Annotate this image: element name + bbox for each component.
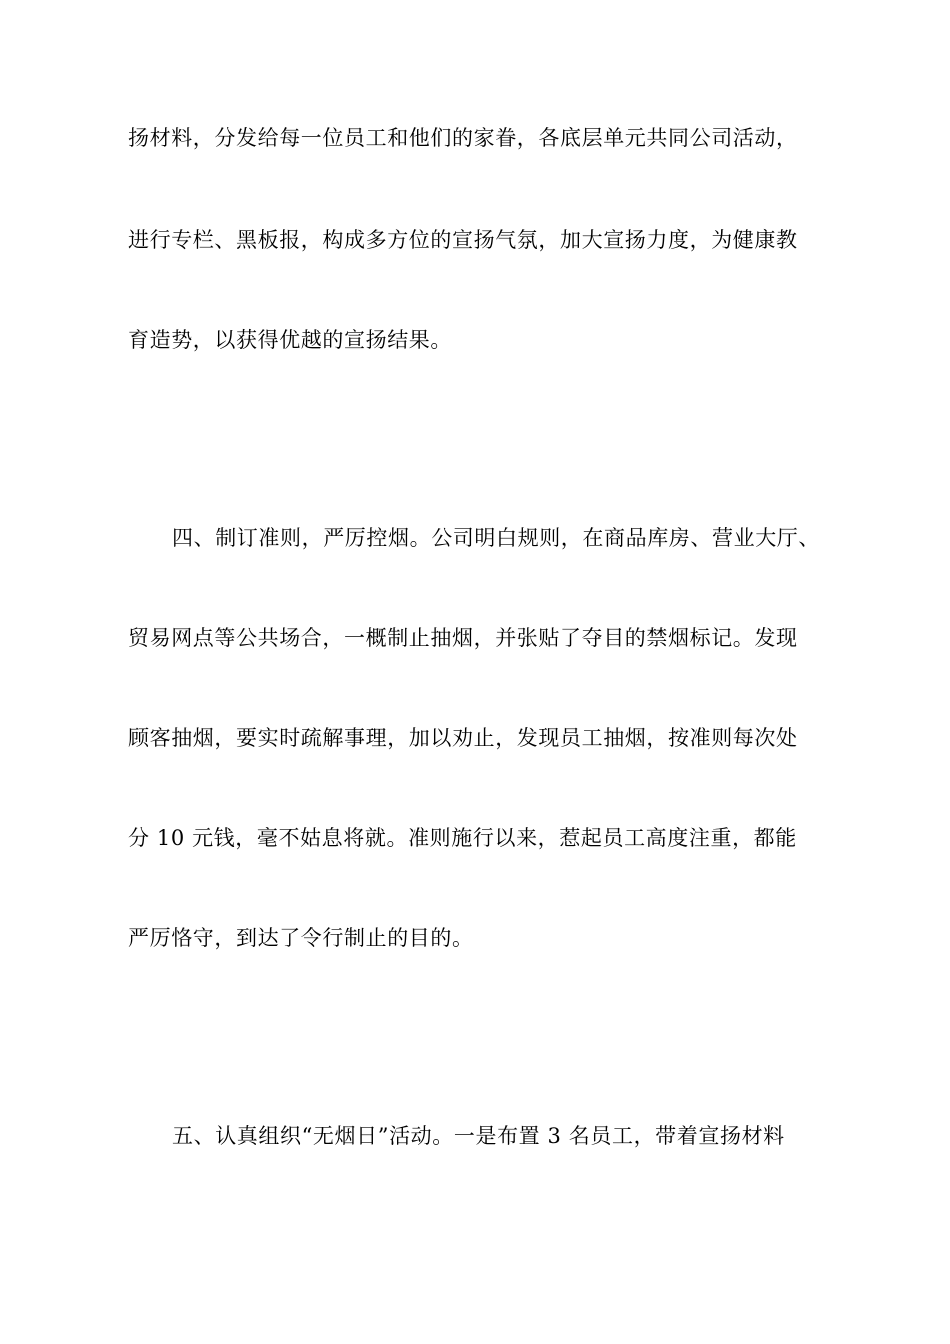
paragraph-line: 五、认真组织“无烟日”活动。一是布置 3 名员工，带着宣扬材料 [172,1124,785,1148]
paragraph-line: 分 10 元钱，毫不姑息将就。准则施行以来，惹起员工高度注重，都能 [128,826,797,850]
paragraph-line: 顾客抽烟，要实时疏解事理，加以劝止，发现员工抽烟，按准则每次处 [128,726,798,750]
paragraph-line: 进行专栏、黑板报，构成多方位的宣扬气氛，加大宣扬力度，为健康教 [128,228,798,252]
paragraph-line: 贸易网点等公共场合，一概制止抽烟，并张贴了夺目的禁烟标记。发现 [128,626,798,650]
paragraph-line: 严厉恪守，到达了令行制止的目的。 [128,926,474,950]
paragraph-line: 四、制订准则，严厉控烟。公司明白规则，在商品库房、营业大厅、 [172,526,820,550]
paragraph-line: 扬材料，分发给每一位员工和他们的家眷，各底层单元共同公司活动， [128,126,798,150]
paragraph-line: 育造势，以获得优越的宣扬结果。 [128,328,452,352]
